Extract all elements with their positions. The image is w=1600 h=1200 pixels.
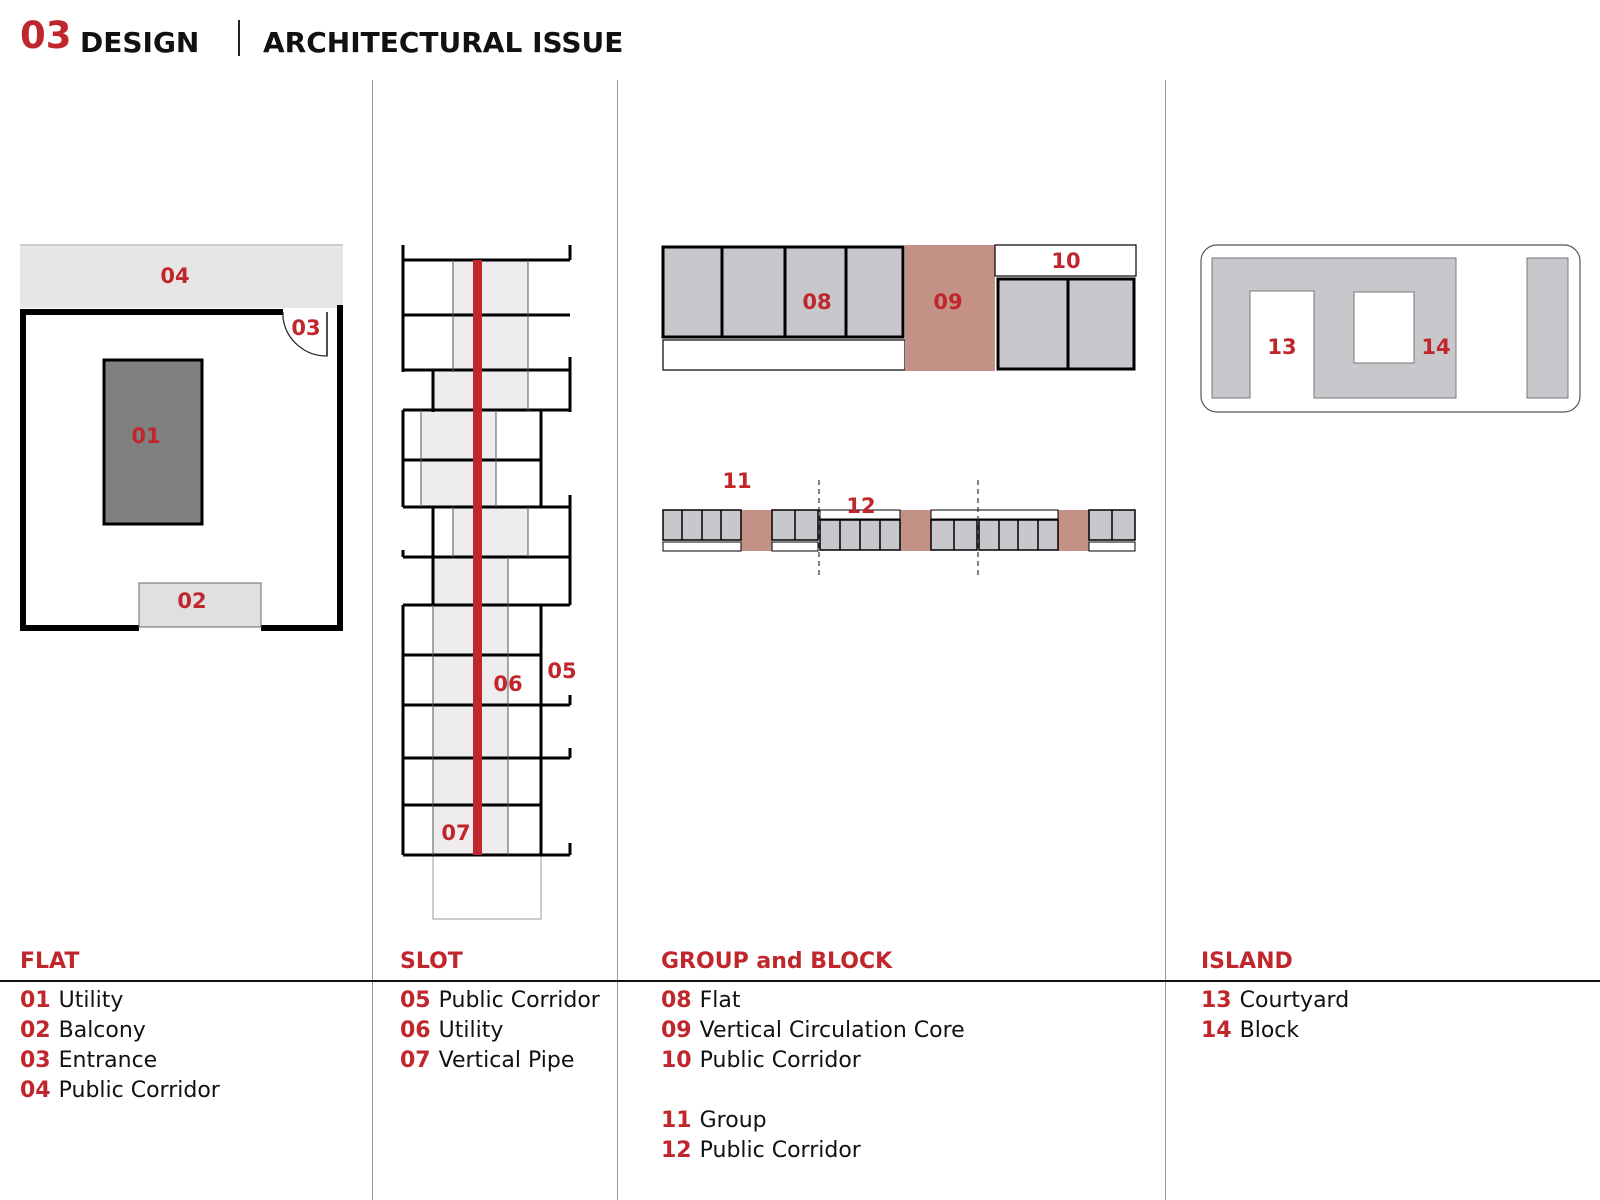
block-14 bbox=[1212, 258, 1456, 398]
legend-divider bbox=[0, 980, 1600, 982]
legend-item: 09 Vertical Circulation Core bbox=[661, 1018, 965, 1043]
legend-item: 14 Block bbox=[1201, 1018, 1300, 1043]
label-11: 11 bbox=[722, 469, 752, 493]
column-title-flat: FLAT bbox=[20, 949, 80, 974]
legend-item: 13 Courtyard bbox=[1201, 988, 1350, 1013]
legend-item: 06 Utility bbox=[400, 1018, 504, 1043]
label-04: 04 bbox=[160, 264, 190, 288]
legend-item: 12 Public Corridor bbox=[661, 1138, 861, 1163]
legend-item: 10 Public Corridor bbox=[661, 1048, 861, 1073]
legend-flat bbox=[20, 986, 220, 1106]
flat-diagram bbox=[20, 245, 343, 631]
label-10: 10 bbox=[1051, 249, 1081, 273]
slot-diagram bbox=[403, 245, 577, 919]
section-name: DESIGN bbox=[80, 26, 200, 59]
legend-item: 03 Entrance bbox=[20, 1048, 158, 1073]
legend-item: 02 Balcony bbox=[20, 1018, 146, 1043]
label-12: 12 bbox=[846, 494, 876, 518]
label-13: 13 bbox=[1267, 335, 1297, 359]
legend-group-block bbox=[661, 986, 965, 1166]
label-05: 05 bbox=[547, 659, 577, 683]
legend-island bbox=[1201, 986, 1349, 1046]
label-02: 02 bbox=[177, 589, 207, 613]
label-06: 06 bbox=[493, 672, 523, 696]
legend-item: 01 Utility bbox=[20, 988, 124, 1013]
block-diagram bbox=[663, 245, 1136, 371]
column-title-group-block: GROUP and BLOCK bbox=[661, 949, 893, 974]
legend-item: 04 Public Corridor bbox=[20, 1078, 220, 1103]
legend-item: 05 Public Corridor bbox=[400, 988, 600, 1013]
vertical-pipe-07 bbox=[473, 260, 482, 855]
section-number: 03 bbox=[20, 14, 72, 57]
column-title-island: ISLAND bbox=[1201, 949, 1293, 974]
label-01: 01 bbox=[131, 424, 161, 448]
island-diagram bbox=[1201, 245, 1580, 412]
legend-item: 11 Group bbox=[661, 1108, 767, 1133]
page-title: ARCHITECTURAL ISSUE bbox=[263, 26, 624, 59]
legend-item: 08 Flat bbox=[661, 988, 741, 1013]
label-08: 08 bbox=[802, 290, 832, 314]
flat-08 bbox=[663, 247, 903, 337]
group-diagram bbox=[663, 469, 1135, 575]
column-title-slot: SLOT bbox=[400, 949, 463, 974]
legend-item: 07 Vertical Pipe bbox=[400, 1048, 575, 1073]
legend-slot bbox=[400, 986, 600, 1076]
label-03: 03 bbox=[291, 316, 321, 340]
label-09: 09 bbox=[933, 290, 963, 314]
label-14: 14 bbox=[1421, 335, 1451, 359]
label-07: 07 bbox=[441, 821, 471, 845]
